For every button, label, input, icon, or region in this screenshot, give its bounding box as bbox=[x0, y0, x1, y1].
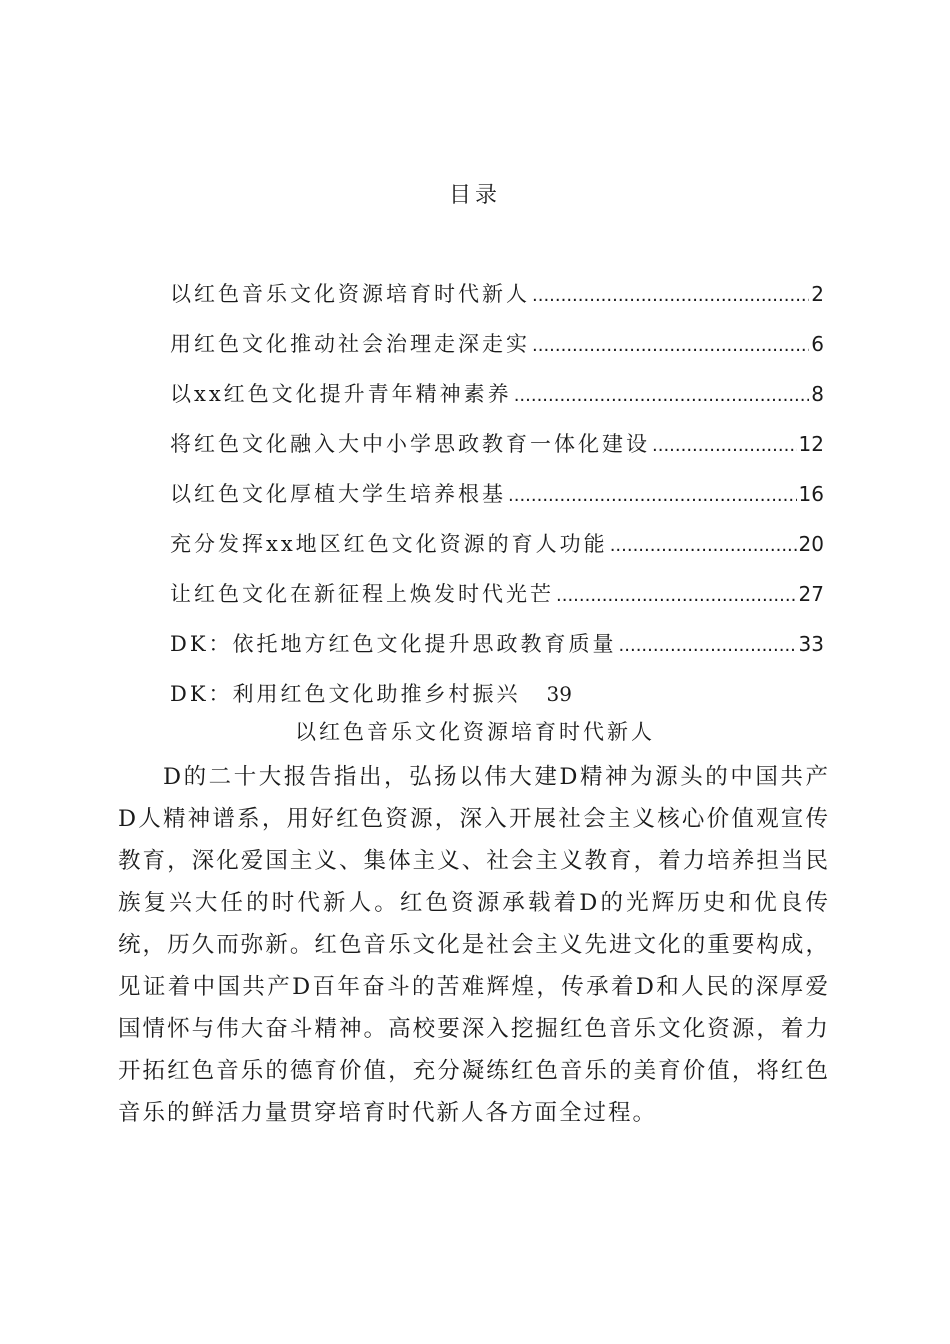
article-title: 以红色音乐文化资源培育时代新人 bbox=[295, 720, 655, 744]
toc-leader-dots bbox=[619, 635, 797, 656]
toc-title: 目录 bbox=[448, 183, 501, 208]
toc-page-number: 16 bbox=[798, 482, 824, 506]
toc-entry-text: 以红色音乐文化资源培育时代新人 bbox=[170, 282, 530, 306]
toc-page-number: 6 bbox=[811, 332, 824, 356]
toc-entry-text: 以xx红色文化提升青年精神素养 bbox=[170, 382, 512, 406]
toc-entry[interactable] bbox=[170, 578, 824, 628]
article-paragraph: D的二十大报告指出，弘扬以伟大建D精神为源头的中国共产D人精神谱系，用好红色资源，深入开展社会主义核心价值观宣传教育，深化爱国主义、集体主义、社会主义教育，着力培养担当民族复兴大任的时代新人。红色资源承载着D的光辉历史和优良传统，历久而弥新。红色音乐文化是社会主义先进文化的重要构成，见证着中国共产D百年奋斗的苦难辉煌，传承着D和人民的深厚爱国情怀与伟大奋斗精神。高校要深入挖掘红色音乐文化资源，着力开拓红色音乐的德育价值，充分凝练红色音乐的美育价值，将红色音乐的鲜活力量贯穿培育时代新人各方面全过程。 bbox=[118, 764, 830, 1126]
toc-entry[interactable] bbox=[170, 278, 824, 328]
toc-leader-dots bbox=[556, 585, 797, 606]
toc-entry[interactable] bbox=[170, 528, 824, 578]
toc-entry[interactable] bbox=[170, 628, 824, 678]
toc-page-number: 20 bbox=[798, 532, 824, 556]
toc-leader-dots bbox=[532, 335, 809, 356]
toc-entry-text: 充分发挥xx地区红色文化资源的育人功能 bbox=[170, 532, 608, 556]
toc-entry-text: DK：利用红色文化助推乡村振兴 bbox=[170, 682, 521, 706]
toc-entry[interactable] bbox=[170, 478, 824, 528]
toc-entry-text: DK：依托地方红色文化提升思政教育质量 bbox=[170, 632, 617, 656]
toc-entry-text: 以红色文化厚植大学生培养根基 bbox=[170, 482, 506, 506]
toc-entry-text: 用红色文化推动社会治理走深走实 bbox=[170, 332, 530, 356]
toc-page-number: 12 bbox=[798, 432, 824, 456]
toc-page-number: 2 bbox=[811, 282, 824, 306]
toc-leader-dots bbox=[532, 285, 809, 306]
toc-entry[interactable] bbox=[170, 328, 824, 378]
table-of-contents bbox=[170, 278, 824, 728]
toc-leader-dots bbox=[610, 535, 797, 556]
toc-leader-dots bbox=[514, 385, 810, 406]
toc-page-number: 27 bbox=[798, 582, 824, 606]
toc-entry-text: 将红色文化融入大中小学思政教育一体化建设 bbox=[170, 432, 650, 456]
toc-page-number: 8 bbox=[811, 382, 824, 406]
toc-entry[interactable] bbox=[170, 378, 824, 428]
toc-entry[interactable] bbox=[170, 428, 824, 478]
toc-leader-dots bbox=[508, 485, 797, 506]
toc-page-number: 33 bbox=[798, 632, 824, 656]
toc-entry-text: 让红色文化在新征程上焕发时代光芒 bbox=[170, 582, 554, 606]
toc-page-number: 39 bbox=[546, 682, 572, 706]
toc-leader-dots bbox=[652, 435, 797, 456]
